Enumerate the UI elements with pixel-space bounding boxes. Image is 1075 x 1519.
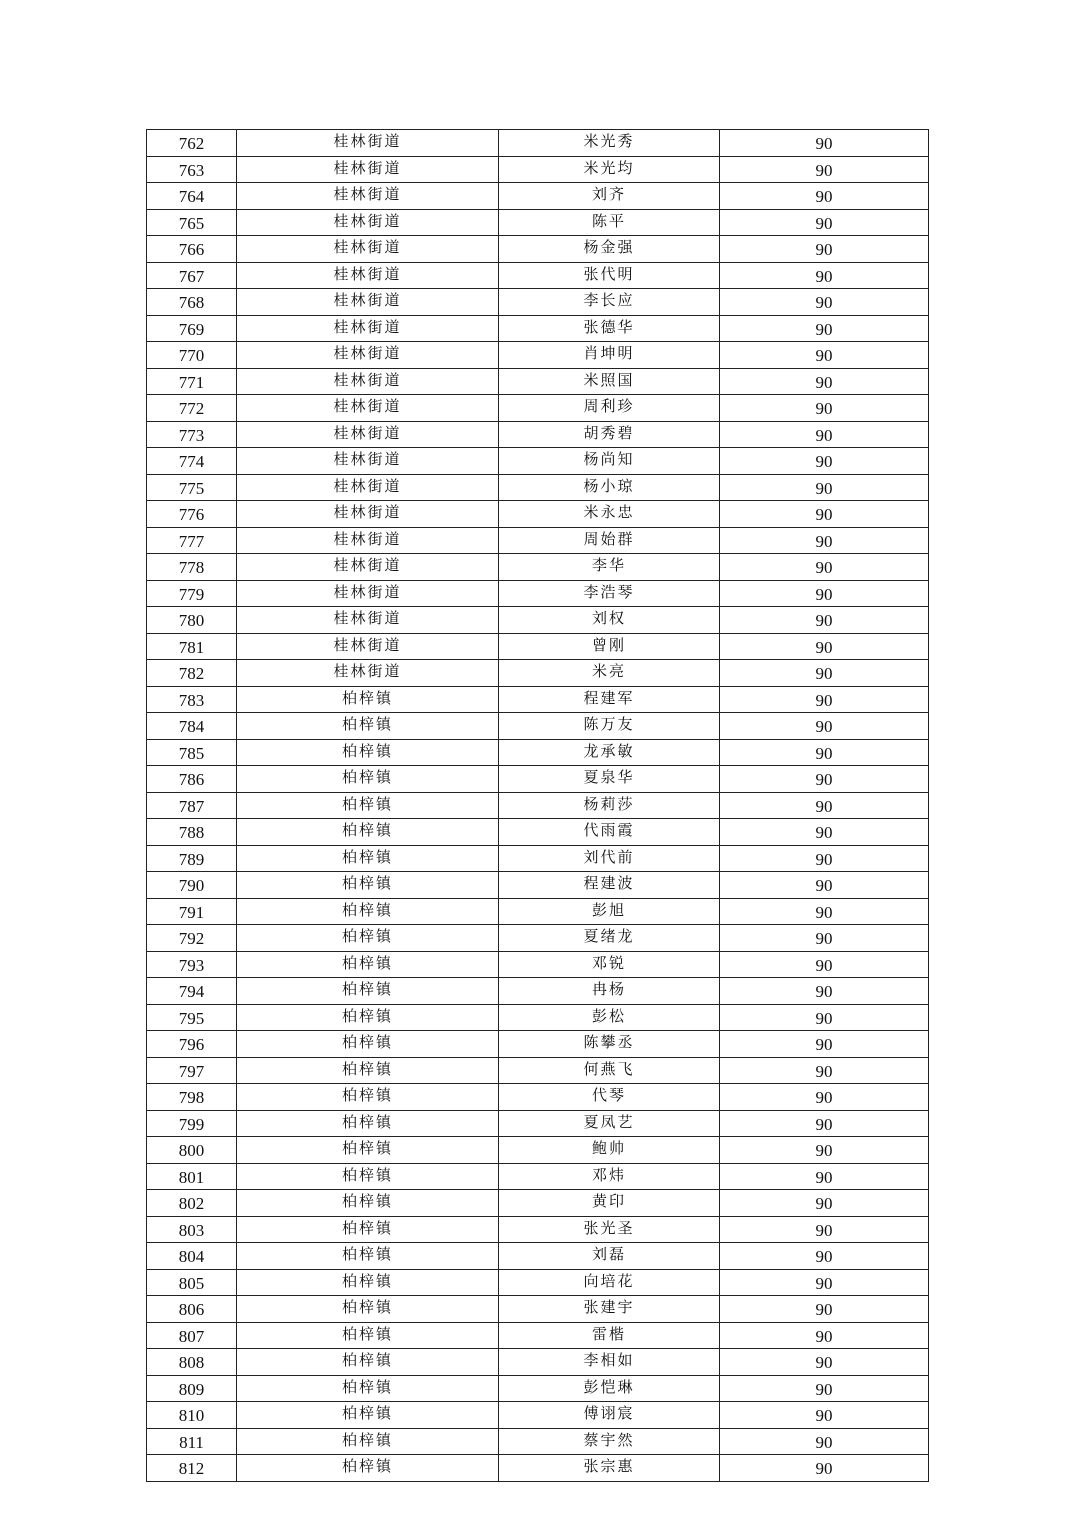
- row-index-cell: 772: [147, 395, 237, 422]
- person-name-cell: 杨莉莎: [499, 792, 720, 819]
- row-index-cell: 793: [147, 951, 237, 978]
- person-name-cell: 周利珍: [499, 395, 720, 422]
- score-cell: 90: [720, 713, 929, 740]
- table-row: [147, 1163, 929, 1190]
- score-cell: 90: [720, 474, 929, 501]
- row-index-cell: 762: [147, 130, 237, 157]
- area-cell: 桂林街道: [237, 289, 499, 316]
- area-cell: 桂林街道: [237, 183, 499, 210]
- score-cell: 90: [720, 819, 929, 846]
- area-cell: 柏梓镇: [237, 1137, 499, 1164]
- row-index-cell: 804: [147, 1243, 237, 1270]
- person-name-cell: 张宗惠: [499, 1455, 720, 1482]
- area-cell: 桂林街道: [237, 130, 499, 157]
- score-cell: 90: [720, 1349, 929, 1376]
- row-index-cell: 806: [147, 1296, 237, 1323]
- row-index-cell: 799: [147, 1110, 237, 1137]
- table-row: [147, 1084, 929, 1111]
- row-index-cell: 789: [147, 845, 237, 872]
- person-name-cell: 米光秀: [499, 130, 720, 157]
- table-row: [147, 395, 929, 422]
- row-index-cell: 784: [147, 713, 237, 740]
- table-row: [147, 1110, 929, 1137]
- table-row: [147, 501, 929, 528]
- table-row: [147, 1402, 929, 1429]
- area-cell: 柏梓镇: [237, 925, 499, 952]
- table-row: [147, 554, 929, 581]
- row-index-cell: 808: [147, 1349, 237, 1376]
- person-name-cell: 张德华: [499, 315, 720, 342]
- table-row: [147, 633, 929, 660]
- table-row: [147, 951, 929, 978]
- row-index-cell: 794: [147, 978, 237, 1005]
- row-index-cell: 764: [147, 183, 237, 210]
- table-row: [147, 1243, 929, 1270]
- row-index-cell: 812: [147, 1455, 237, 1482]
- person-name-cell: 杨小琼: [499, 474, 720, 501]
- area-cell: 桂林街道: [237, 607, 499, 634]
- area-cell: 柏梓镇: [237, 845, 499, 872]
- area-cell: 柏梓镇: [237, 978, 499, 1005]
- score-cell: 90: [720, 1322, 929, 1349]
- table-row: [147, 342, 929, 369]
- row-index-cell: 798: [147, 1084, 237, 1111]
- roster-table-body: [147, 130, 929, 1482]
- area-cell: 柏梓镇: [237, 1004, 499, 1031]
- score-cell: 90: [720, 766, 929, 793]
- score-cell: 90: [720, 660, 929, 687]
- table-row: [147, 1269, 929, 1296]
- area-cell: 桂林街道: [237, 474, 499, 501]
- score-cell: 90: [720, 792, 929, 819]
- score-cell: 90: [720, 739, 929, 766]
- row-index-cell: 778: [147, 554, 237, 581]
- table-row: [147, 209, 929, 236]
- score-cell: 90: [720, 925, 929, 952]
- person-name-cell: 邓炜: [499, 1163, 720, 1190]
- score-cell: 90: [720, 1190, 929, 1217]
- row-index-cell: 783: [147, 686, 237, 713]
- area-cell: 桂林街道: [237, 395, 499, 422]
- area-cell: 柏梓镇: [237, 872, 499, 899]
- table-row: [147, 792, 929, 819]
- area-cell: 桂林街道: [237, 527, 499, 554]
- area-cell: 柏梓镇: [237, 686, 499, 713]
- area-cell: 桂林街道: [237, 554, 499, 581]
- area-cell: 柏梓镇: [237, 1190, 499, 1217]
- row-index-cell: 791: [147, 898, 237, 925]
- person-name-cell: 程建波: [499, 872, 720, 899]
- row-index-cell: 766: [147, 236, 237, 263]
- score-cell: 90: [720, 607, 929, 634]
- person-name-cell: 张光圣: [499, 1216, 720, 1243]
- person-name-cell: 陈万友: [499, 713, 720, 740]
- person-name-cell: 米照国: [499, 368, 720, 395]
- score-cell: 90: [720, 448, 929, 475]
- person-name-cell: 刘权: [499, 607, 720, 634]
- score-cell: 90: [720, 1057, 929, 1084]
- person-name-cell: 刘代前: [499, 845, 720, 872]
- row-index-cell: 773: [147, 421, 237, 448]
- area-cell: 桂林街道: [237, 660, 499, 687]
- table-row: [147, 262, 929, 289]
- row-index-cell: 790: [147, 872, 237, 899]
- score-cell: 90: [720, 1402, 929, 1429]
- table-row: [147, 1216, 929, 1243]
- row-index-cell: 797: [147, 1057, 237, 1084]
- row-index-cell: 781: [147, 633, 237, 660]
- row-index-cell: 780: [147, 607, 237, 634]
- score-cell: 90: [720, 183, 929, 210]
- score-cell: 90: [720, 315, 929, 342]
- score-cell: 90: [720, 872, 929, 899]
- score-cell: 90: [720, 978, 929, 1005]
- table-row: [147, 872, 929, 899]
- area-cell: 桂林街道: [237, 633, 499, 660]
- area-cell: 桂林街道: [237, 501, 499, 528]
- row-index-cell: 802: [147, 1190, 237, 1217]
- person-name-cell: 刘磊: [499, 1243, 720, 1270]
- score-cell: 90: [720, 1455, 929, 1482]
- area-cell: 柏梓镇: [237, 713, 499, 740]
- area-cell: 桂林街道: [237, 448, 499, 475]
- score-cell: 90: [720, 1375, 929, 1402]
- row-index-cell: 803: [147, 1216, 237, 1243]
- table-row: [147, 1455, 929, 1482]
- area-cell: 柏梓镇: [237, 951, 499, 978]
- area-cell: 柏梓镇: [237, 1110, 499, 1137]
- score-cell: 90: [720, 395, 929, 422]
- area-cell: 柏梓镇: [237, 1349, 499, 1376]
- person-name-cell: 周始群: [499, 527, 720, 554]
- table-row: [147, 1190, 929, 1217]
- area-cell: 桂林街道: [237, 421, 499, 448]
- row-index-cell: 763: [147, 156, 237, 183]
- table-row: [147, 580, 929, 607]
- person-name-cell: 肖坤明: [499, 342, 720, 369]
- table-row: [147, 1375, 929, 1402]
- table-row: [147, 845, 929, 872]
- row-index-cell: 809: [147, 1375, 237, 1402]
- area-cell: 柏梓镇: [237, 898, 499, 925]
- person-name-cell: 胡秀碧: [499, 421, 720, 448]
- area-cell: 柏梓镇: [237, 1243, 499, 1270]
- row-index-cell: 779: [147, 580, 237, 607]
- person-name-cell: 邓锐: [499, 951, 720, 978]
- person-name-cell: 夏凤艺: [499, 1110, 720, 1137]
- row-index-cell: 786: [147, 766, 237, 793]
- row-index-cell: 782: [147, 660, 237, 687]
- score-cell: 90: [720, 898, 929, 925]
- score-cell: 90: [720, 289, 929, 316]
- score-cell: 90: [720, 1216, 929, 1243]
- table-row: [147, 1031, 929, 1058]
- row-index-cell: 770: [147, 342, 237, 369]
- table-row: [147, 1057, 929, 1084]
- score-cell: 90: [720, 209, 929, 236]
- person-name-cell: 冉杨: [499, 978, 720, 1005]
- person-name-cell: 米永忠: [499, 501, 720, 528]
- person-name-cell: 李浩琴: [499, 580, 720, 607]
- area-cell: 柏梓镇: [237, 1428, 499, 1455]
- score-cell: 90: [720, 1243, 929, 1270]
- roster-table: [146, 129, 929, 1482]
- area-cell: 柏梓镇: [237, 766, 499, 793]
- person-name-cell: 李长应: [499, 289, 720, 316]
- table-row: [147, 739, 929, 766]
- row-index-cell: 769: [147, 315, 237, 342]
- person-name-cell: 杨尚知: [499, 448, 720, 475]
- area-cell: 柏梓镇: [237, 1296, 499, 1323]
- person-name-cell: 蔡宇然: [499, 1428, 720, 1455]
- area-cell: 柏梓镇: [237, 1163, 499, 1190]
- row-index-cell: 785: [147, 739, 237, 766]
- person-name-cell: 杨金强: [499, 236, 720, 263]
- table-row: [147, 474, 929, 501]
- row-index-cell: 768: [147, 289, 237, 316]
- row-index-cell: 765: [147, 209, 237, 236]
- table-row: [147, 1137, 929, 1164]
- table-row: [147, 1428, 929, 1455]
- area-cell: 桂林街道: [237, 236, 499, 263]
- area-cell: 桂林街道: [237, 368, 499, 395]
- person-name-cell: 张建宇: [499, 1296, 720, 1323]
- area-cell: 柏梓镇: [237, 1216, 499, 1243]
- score-cell: 90: [720, 421, 929, 448]
- score-cell: 90: [720, 554, 929, 581]
- area-cell: 桂林街道: [237, 342, 499, 369]
- table-row: [147, 607, 929, 634]
- row-index-cell: 805: [147, 1269, 237, 1296]
- area-cell: 桂林街道: [237, 580, 499, 607]
- score-cell: 90: [720, 951, 929, 978]
- area-cell: 柏梓镇: [237, 1322, 499, 1349]
- row-index-cell: 774: [147, 448, 237, 475]
- area-cell: 桂林街道: [237, 156, 499, 183]
- score-cell: 90: [720, 1084, 929, 1111]
- score-cell: 90: [720, 262, 929, 289]
- row-index-cell: 792: [147, 925, 237, 952]
- score-cell: 90: [720, 236, 929, 263]
- row-index-cell: 787: [147, 792, 237, 819]
- person-name-cell: 彭旭: [499, 898, 720, 925]
- area-cell: 桂林街道: [237, 315, 499, 342]
- table-row: [147, 527, 929, 554]
- person-name-cell: 傅诩宸: [499, 1402, 720, 1429]
- person-name-cell: 夏绪龙: [499, 925, 720, 952]
- area-cell: 柏梓镇: [237, 739, 499, 766]
- person-name-cell: 程建军: [499, 686, 720, 713]
- person-name-cell: 陈平: [499, 209, 720, 236]
- row-index-cell: 795: [147, 1004, 237, 1031]
- table-row: [147, 1004, 929, 1031]
- score-cell: 90: [720, 501, 929, 528]
- score-cell: 90: [720, 527, 929, 554]
- table-row: [147, 421, 929, 448]
- table-row: [147, 289, 929, 316]
- person-name-cell: 米光均: [499, 156, 720, 183]
- row-index-cell: 807: [147, 1322, 237, 1349]
- area-cell: 柏梓镇: [237, 1057, 499, 1084]
- area-cell: 柏梓镇: [237, 1031, 499, 1058]
- score-cell: 90: [720, 156, 929, 183]
- table-row: [147, 1349, 929, 1376]
- person-name-cell: 夏泉华: [499, 766, 720, 793]
- table-row: [147, 978, 929, 1005]
- table-row: [147, 368, 929, 395]
- row-index-cell: 801: [147, 1163, 237, 1190]
- person-name-cell: 代雨霞: [499, 819, 720, 846]
- score-cell: 90: [720, 1163, 929, 1190]
- row-index-cell: 788: [147, 819, 237, 846]
- person-name-cell: 曾刚: [499, 633, 720, 660]
- row-index-cell: 771: [147, 368, 237, 395]
- row-index-cell: 777: [147, 527, 237, 554]
- score-cell: 90: [720, 368, 929, 395]
- score-cell: 90: [720, 580, 929, 607]
- row-index-cell: 767: [147, 262, 237, 289]
- table-row: [147, 925, 929, 952]
- score-cell: 90: [720, 1031, 929, 1058]
- person-name-cell: 雷楷: [499, 1322, 720, 1349]
- area-cell: 柏梓镇: [237, 1269, 499, 1296]
- table-row: [147, 315, 929, 342]
- score-cell: 90: [720, 686, 929, 713]
- area-cell: 柏梓镇: [237, 819, 499, 846]
- table-row: [147, 183, 929, 210]
- area-cell: 柏梓镇: [237, 1084, 499, 1111]
- score-cell: 90: [720, 1004, 929, 1031]
- person-name-cell: 米亮: [499, 660, 720, 687]
- score-cell: 90: [720, 633, 929, 660]
- person-name-cell: 鲍帅: [499, 1137, 720, 1164]
- row-index-cell: 811: [147, 1428, 237, 1455]
- table-row: [147, 660, 929, 687]
- table-row: [147, 156, 929, 183]
- table-row: [147, 448, 929, 475]
- area-cell: 柏梓镇: [237, 792, 499, 819]
- table-row: [147, 686, 929, 713]
- score-cell: 90: [720, 1428, 929, 1455]
- table-row: [147, 236, 929, 263]
- area-cell: 柏梓镇: [237, 1455, 499, 1482]
- row-index-cell: 800: [147, 1137, 237, 1164]
- row-index-cell: 776: [147, 501, 237, 528]
- score-cell: 90: [720, 1110, 929, 1137]
- person-name-cell: 何燕飞: [499, 1057, 720, 1084]
- person-name-cell: 向培花: [499, 1269, 720, 1296]
- area-cell: 柏梓镇: [237, 1402, 499, 1429]
- person-name-cell: 陈攀丞: [499, 1031, 720, 1058]
- table-row: [147, 819, 929, 846]
- row-index-cell: 796: [147, 1031, 237, 1058]
- row-index-cell: 810: [147, 1402, 237, 1429]
- table-row: [147, 898, 929, 925]
- person-name-cell: 刘齐: [499, 183, 720, 210]
- person-name-cell: 张代明: [499, 262, 720, 289]
- table-row: [147, 1322, 929, 1349]
- person-name-cell: 黄印: [499, 1190, 720, 1217]
- person-name-cell: 彭松: [499, 1004, 720, 1031]
- table-row: [147, 1296, 929, 1323]
- score-cell: 90: [720, 1296, 929, 1323]
- score-cell: 90: [720, 342, 929, 369]
- person-name-cell: 代琴: [499, 1084, 720, 1111]
- table-row: [147, 713, 929, 740]
- area-cell: 桂林街道: [237, 262, 499, 289]
- score-cell: 90: [720, 845, 929, 872]
- score-cell: 90: [720, 1269, 929, 1296]
- row-index-cell: 775: [147, 474, 237, 501]
- person-name-cell: 李华: [499, 554, 720, 581]
- score-cell: 90: [720, 1137, 929, 1164]
- table-row: [147, 130, 929, 157]
- person-name-cell: 龙承敏: [499, 739, 720, 766]
- area-cell: 柏梓镇: [237, 1375, 499, 1402]
- table-row: [147, 766, 929, 793]
- area-cell: 桂林街道: [237, 209, 499, 236]
- person-name-cell: 彭恺琳: [499, 1375, 720, 1402]
- person-name-cell: 李相如: [499, 1349, 720, 1376]
- score-cell: 90: [720, 130, 929, 157]
